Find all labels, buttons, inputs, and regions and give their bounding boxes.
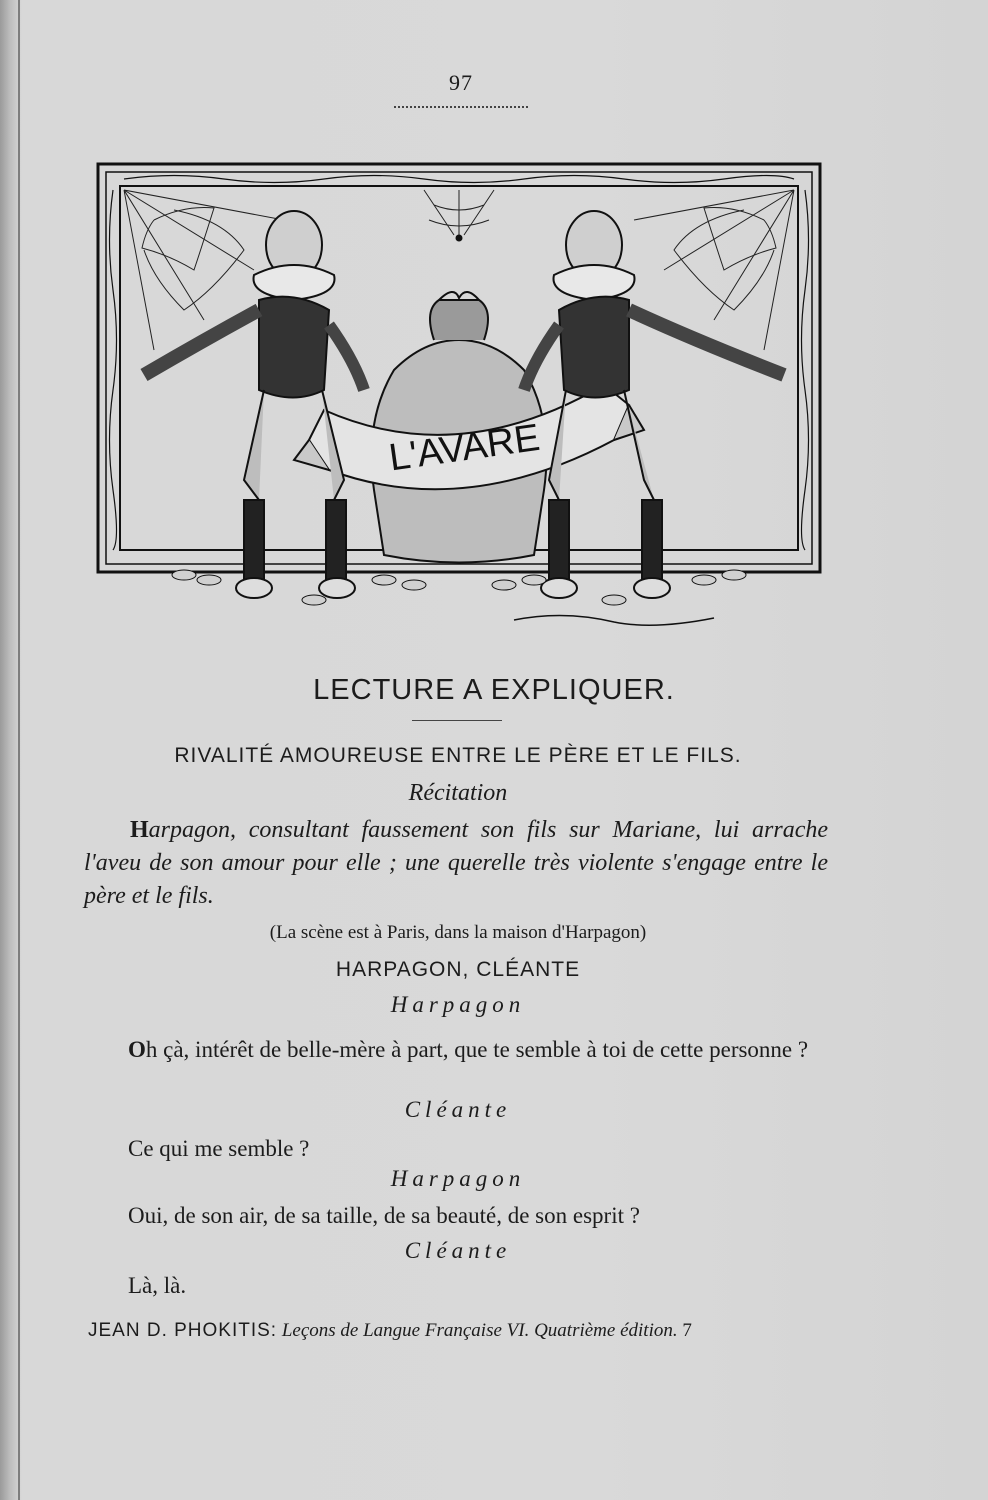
speaker-name: Harpagon: [390, 1166, 526, 1191]
intro-text: arpagon, consultant faussement son fils sur Mariane, lui arrache l'aveu de son amour pour elle ; une querelle très violente s'engage entre le père et le fils.: [84, 817, 828, 909]
footer-author: JEAN D. PHOKITIS:: [88, 1320, 278, 1341]
intro-paragraph: [84, 814, 828, 913]
footer-work: Leçons de Langue Française VI. Quatrième édition.: [281, 1320, 678, 1341]
speaker-name: Cléante: [404, 1097, 512, 1122]
scene-setting: (La scène est à Paris, dans la maison d'Harpagon): [269, 922, 647, 943]
dialogue-line: Là, là.: [128, 1273, 187, 1298]
page-footer: [88, 1320, 828, 1342]
page-number-rule: [394, 106, 528, 108]
dialogue-initial: O: [128, 1037, 146, 1062]
footer-signature: 7: [682, 1320, 692, 1341]
characters-heading: HARPAGON, CLÉANTE: [335, 958, 581, 981]
speaker-name: Harpagon: [390, 992, 526, 1017]
dialogue-text: h çà, intérêt de belle-mère à part, que te semble à toi de cette personne ?: [145, 1037, 809, 1062]
title-rule: [412, 720, 502, 721]
recitation-label: Récitation: [408, 780, 508, 806]
intro-initial: H: [130, 817, 149, 843]
dialogue-line: [84, 1034, 828, 1066]
subtitle: RIVALITÉ AMOUREUSE ENTRE LE PÈRE ET LE FILS.: [174, 744, 742, 767]
page-number: 97: [449, 70, 473, 95]
page-gutter: [18, 0, 20, 1500]
section-title: LECTURE A EXPLIQUER.: [313, 674, 675, 706]
dialogue-line: Oui, de son air, de sa taille, de sa beauté, de son esprit ?: [128, 1203, 640, 1228]
speaker-name: Cléante: [404, 1238, 512, 1263]
two-misers-with-money-bag-illustration: [94, 160, 824, 635]
dialogue-line: Ce qui me semble ?: [128, 1136, 310, 1161]
banner-text: L'AVARE: [386, 416, 543, 480]
